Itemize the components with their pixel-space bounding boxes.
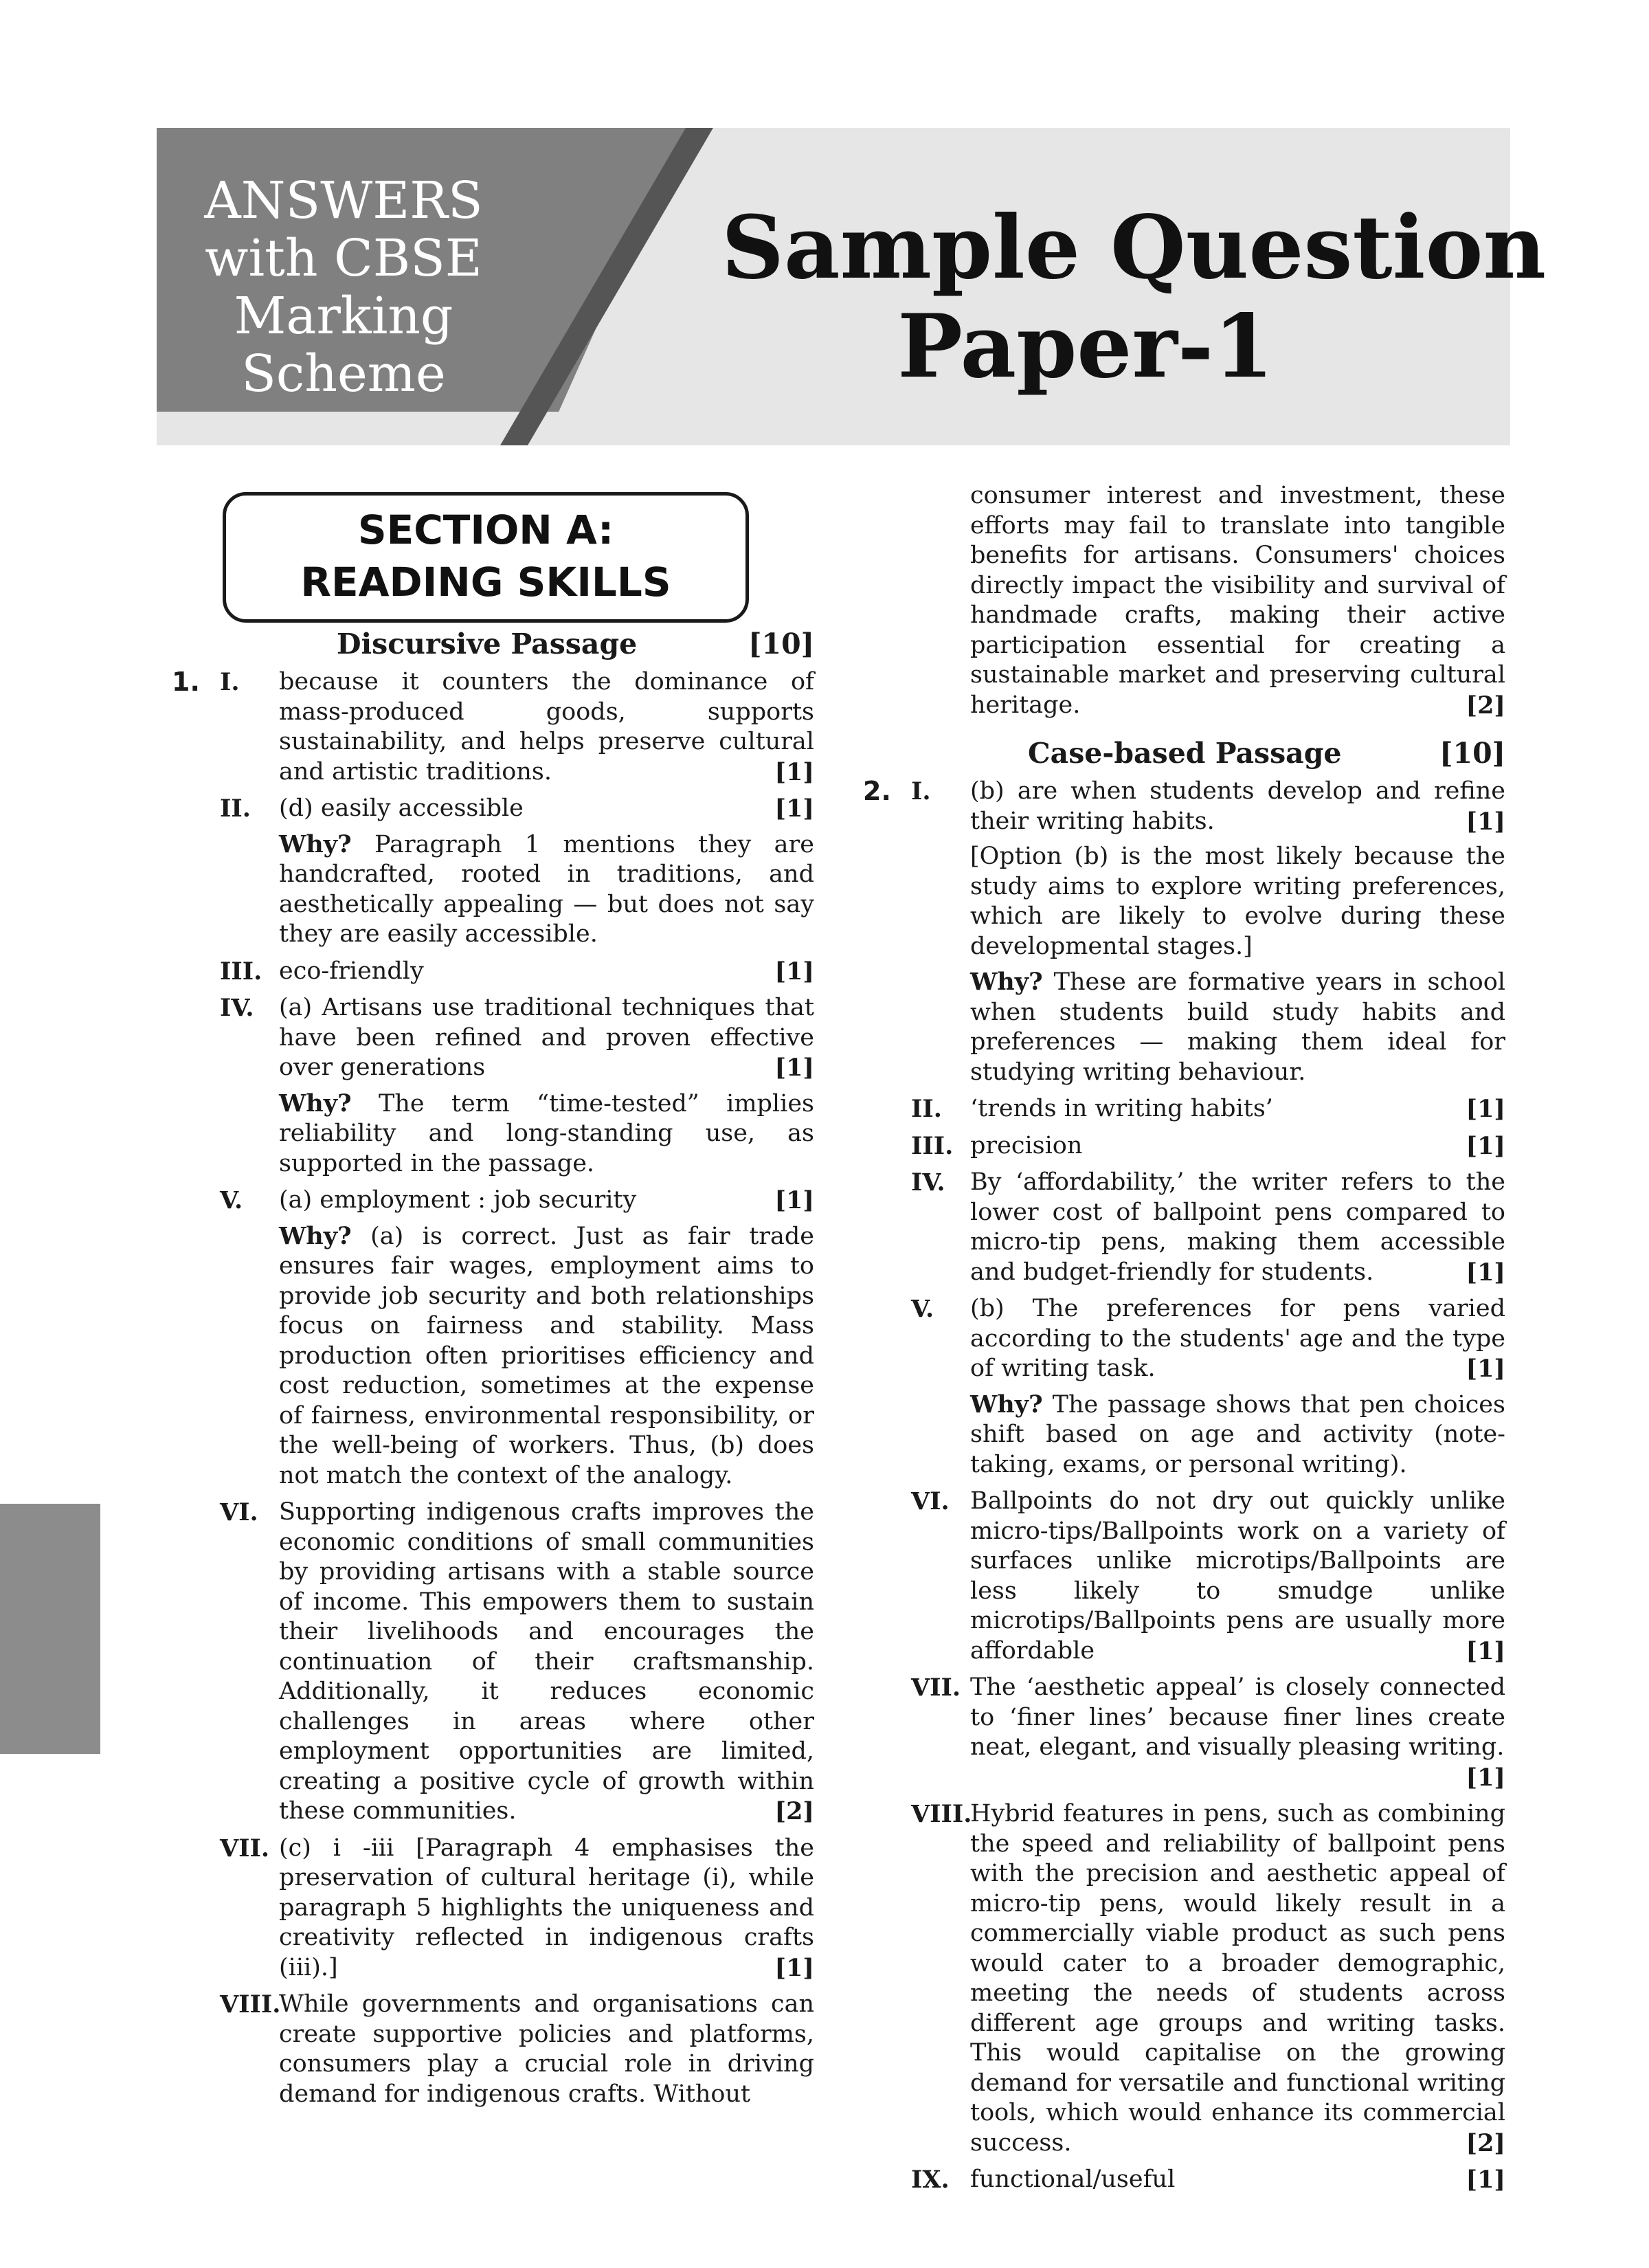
answer-item: [863, 2165, 1505, 2195]
question-number: 1.: [172, 667, 200, 697]
answer-item: [863, 1799, 1505, 2158]
header-label-line: Scheme: [241, 344, 446, 403]
marks: [1]: [1466, 1763, 1505, 1792]
answer-item: [863, 1673, 1505, 1792]
roman-number: V.: [911, 1295, 934, 1323]
marks: [1]: [1466, 1258, 1505, 1287]
answer-item: [172, 1834, 814, 1983]
answer-body: consumer interest and investment, these efforts may fail to translate into tangible benefits for artisans. Consumers' choices directly impact the visibility and survival of handmade crafts, making their active participation essential for creating a sustainable market and preserving cultural heritage.: [970, 482, 1505, 719]
answer-item: [172, 957, 814, 987]
answer-item: [172, 794, 814, 950]
marks: [1]: [774, 1186, 814, 1214]
answer-body: (c) i -iii [Paragraph 4 emphasises the preservation of cultural heritage (i), while paragraph 5 highlights the uniqueness and creativity reflected in indigenous crafts (iii).]: [279, 1834, 814, 1981]
marks: [1]: [1466, 2166, 1505, 2194]
roman-number: VII.: [220, 1834, 270, 1863]
answer-text: [970, 1673, 1505, 1792]
why-label: Why?: [970, 1390, 1043, 1419]
why-text: Paragraph 1 mentions they are handcrafted, rooted in traditions, and aesthetically appealing — but does not say they are easily accessible.: [279, 830, 814, 948]
marks: [1]: [774, 794, 814, 823]
answer-body: Supporting indigenous crafts improves the economic conditions of small communities by providing artisans with a stable source of income. This empowers them to sustain their livelihoods and encourages the continuation of their craftsmanship. Additionally, it reduces economic challenges in areas where other employment opportunities are limited, creating a positive cycle of growth within these communities.: [279, 1498, 814, 1825]
subheading-discursive: [172, 627, 814, 660]
why-note: [970, 1390, 1505, 1480]
answer-item: [172, 993, 814, 1179]
answer-body: The ‘aesthetic appeal’ is closely connected to ‘finer lines’ because finer lines create neat, elegant, and visually pleasing writing.: [970, 1674, 1505, 1761]
roman-number: VI.: [220, 1498, 258, 1526]
answer-body: (b) The preferences for pens varied according to the students' age and the type of writing task.: [970, 1295, 1505, 1382]
answer-item: [863, 1131, 1505, 1161]
answer-body: Ballpoints do not dry out quickly unlike micro-tips/Ballpoints work on a variety of surfaces unlike microtips/Ballpoints are less likely to smudge unlike microtips/Ballpoints pens are usually more affordable: [970, 1487, 1505, 1665]
why-label: Why?: [970, 968, 1043, 996]
answer-body: By ‘affordability,’ the writer refers to the lower cost of ballpoint pens compared to micro-tip pens, making them accessible and budget-friendly for students.: [970, 1168, 1505, 1286]
answer-text: [279, 1186, 814, 1491]
roman-number: II.: [911, 1095, 942, 1123]
answer-body: functional/useful: [970, 2166, 1176, 2193]
page-title: [721, 197, 1547, 397]
answer-body: ‘trends in writing habits’: [970, 1095, 1273, 1122]
roman-number: V.: [220, 1186, 243, 1214]
answer-note: [Option (b) is the most likely because the study aims to explore writing preferences, which are likely to evolve during these developmental stages.]: [970, 843, 1505, 960]
answer-text: [970, 1094, 1505, 1124]
answer-text: [970, 777, 1505, 1087]
answer-text: [970, 1487, 1505, 1666]
header-label-line: Marking: [234, 287, 453, 346]
why-label: Why?: [279, 1221, 352, 1250]
why-text: The term “time-tested” implies reliability and long-standing use, as supported in the passage.: [279, 1089, 814, 1177]
answer-text: [970, 1168, 1505, 1287]
why-text: These are formative years in school when students build study habits and preferences — making them ideal for studying writing behaviour.: [970, 968, 1505, 1086]
roman-number: IV.: [220, 994, 254, 1022]
answer-item: [172, 667, 814, 787]
answer-text: [279, 957, 814, 987]
roman-number: VIII.: [911, 1800, 972, 1828]
answer-body: (b) are when students develop and refine their writing habits.: [970, 777, 1505, 835]
answer-item: [863, 1294, 1505, 1480]
answer-text: [279, 993, 814, 1179]
header-label-line: with CBSE: [205, 229, 482, 288]
subheading-marks: [10]: [1439, 737, 1505, 770]
marks: [1]: [1466, 1355, 1505, 1383]
answer-text: [279, 1498, 814, 1827]
why-note: [970, 967, 1505, 1087]
answer-text: [279, 794, 814, 950]
side-tab-marker: [0, 1504, 100, 1754]
subheading-text: Case-based Passage: [1028, 737, 1342, 770]
answer-body: (a) Artisans use traditional techniques that have been refined and proven effective over generations: [279, 994, 814, 1081]
answer-item: [863, 1094, 1505, 1124]
marks: [2]: [1466, 691, 1505, 720]
left-column: [172, 622, 814, 2116]
answer-text: [970, 2165, 1505, 2195]
roman-number: VIII.: [220, 1990, 281, 2019]
roman-number: III.: [911, 1131, 954, 1160]
answer-item: [172, 1498, 814, 1827]
roman-number: I.: [911, 777, 931, 805]
answer-text: [970, 1799, 1505, 2158]
answer-item: [172, 1186, 814, 1491]
marks: [2]: [1466, 2128, 1505, 2157]
why-note: [279, 830, 814, 950]
answer-continuation: [863, 481, 1505, 720]
answer-item: [863, 1168, 1505, 1287]
marks: [1]: [1466, 1095, 1505, 1123]
answer-body: eco-friendly: [279, 957, 424, 985]
roman-number: VII.: [911, 1674, 961, 1702]
answer-text: [279, 1834, 814, 1983]
answer-text: [279, 667, 814, 787]
marks: [2]: [774, 1797, 814, 1825]
roman-number: IX.: [911, 2166, 950, 2194]
marks: [1]: [774, 1054, 814, 1082]
section-heading-box: [223, 492, 749, 623]
header-label-line: ANSWERS: [204, 171, 483, 230]
answer-text: [970, 1131, 1505, 1161]
header-label: [165, 172, 522, 403]
page-title-line: Sample Question: [721, 197, 1547, 298]
marks: [1]: [1466, 807, 1505, 836]
answer-body: (a) employment : job security: [279, 1186, 637, 1214]
marks: [1]: [774, 1953, 814, 1982]
right-column: [863, 481, 1505, 2202]
marks: [1]: [774, 757, 814, 786]
why-text: The passage shows that pen choices shift based on age and activity (note-taking, exams, or personal writing).: [970, 1390, 1505, 1478]
why-label: Why?: [279, 830, 352, 858]
answer-body: because it counters the dominance of mass-produced goods, supports sustainability, and helps preserve cultural and artistic traditions.: [279, 668, 814, 786]
answer-text: While governments and organisations can create supportive policies and platforms, consumers play a crucial role in driving demand for indigenous crafts. Without: [279, 1990, 814, 2108]
marks: [1]: [1466, 1636, 1505, 1665]
answer-item: [863, 1487, 1505, 1666]
why-label: Why?: [279, 1089, 352, 1118]
answer-body: Hybrid features in pens, such as combining the speed and reliability of ballpoint pens with the precision and aesthetic appeal of micro-tip pens, would likely result in a commercially viable product as such pens would cater to a broader demographic, meeting the needs of students across different age groups and writing tasks. This would capitalise on the growing demand for versatile and functional writing tools, which would enhance its commercial success.: [970, 1800, 1505, 2157]
answer-body: precision: [970, 1131, 1083, 1159]
roman-number: II.: [220, 794, 251, 823]
subheading-case-based: [863, 737, 1505, 770]
roman-number: III.: [220, 957, 262, 986]
answer-body: (d) easily accessible: [279, 794, 524, 822]
roman-number: IV.: [911, 1168, 945, 1197]
subheading-marks: [10]: [748, 627, 814, 660]
why-note: [279, 1221, 814, 1491]
section-heading-line: SECTION A:: [357, 507, 614, 553]
marks: [1]: [774, 957, 814, 986]
answer-text: [970, 1294, 1505, 1480]
roman-number: VI.: [911, 1487, 950, 1515]
roman-number: I.: [220, 668, 240, 696]
why-text: (a) is correct. Just as fair trade ensures fair wages, employment aims to provide job security and both relationships focus on fairness and stability. Mass production often prioritises efficiency and cost reduction, sometimes at the expense of fairness, environmental responsibility, or the well-being of workers. Thus, (b) does not match the context of the analogy.: [279, 1222, 814, 1489]
section-heading-line: READING SKILLS: [300, 559, 671, 605]
question-number: 2.: [863, 776, 891, 806]
subheading-text: Discursive Passage: [337, 627, 638, 660]
page-title-line: Paper-1: [897, 296, 1274, 397]
answer-item: [172, 1990, 814, 2109]
why-note: [279, 1089, 814, 1179]
marks: [1]: [1466, 1131, 1505, 1160]
answer-item: [863, 777, 1505, 1087]
answer-text: [970, 481, 1505, 720]
